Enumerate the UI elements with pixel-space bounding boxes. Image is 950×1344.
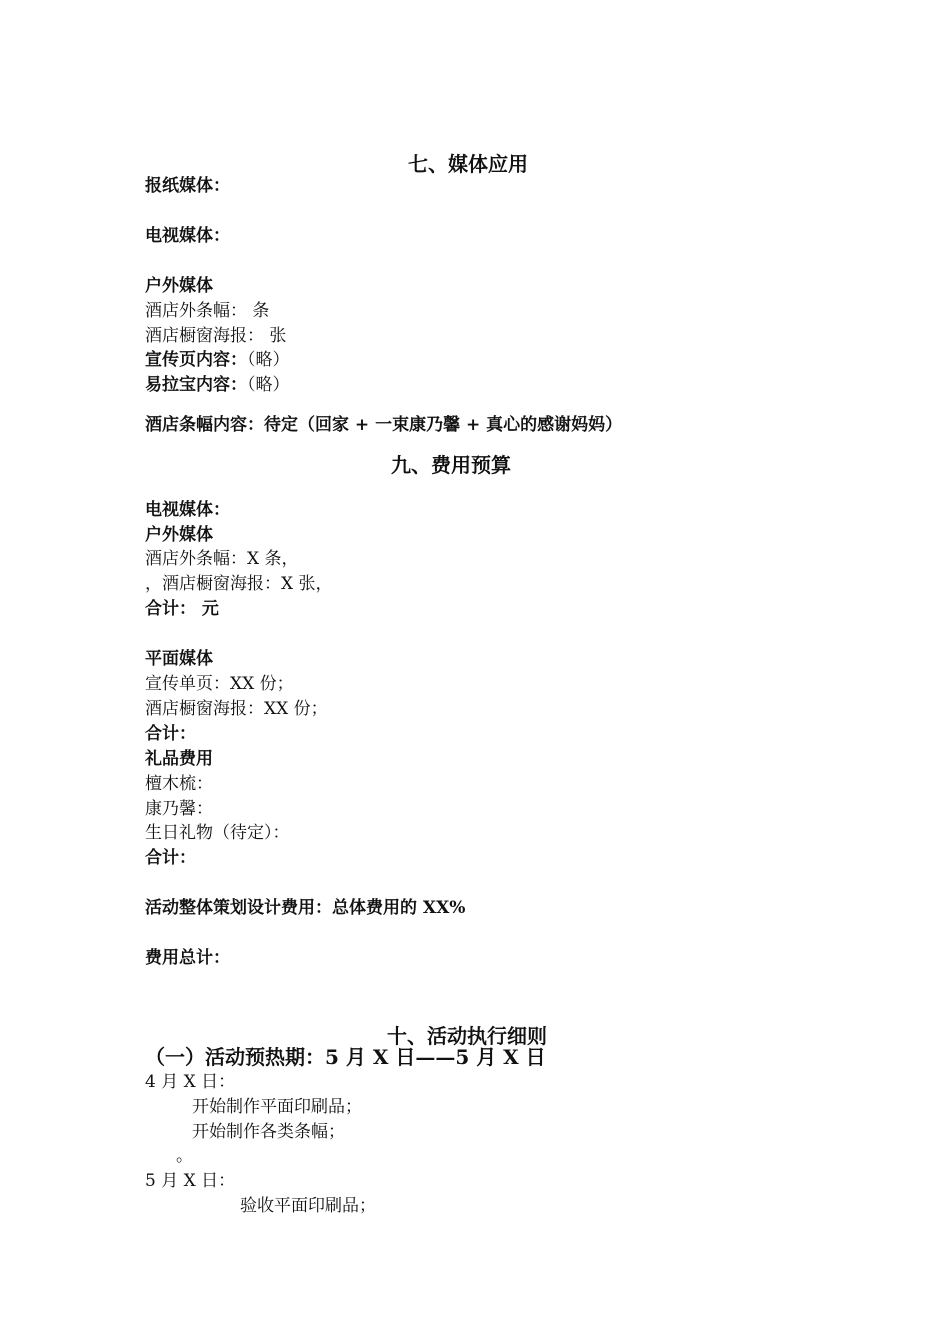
- date-1: 4 月 X 日：: [145, 1072, 236, 1092]
- comb-cost: 檀木梳：: [145, 774, 213, 794]
- print-media: 平面媒体: [145, 649, 213, 669]
- gift-cost: 礼品费用: [145, 749, 213, 769]
- section-10-title: 十、活动执行细则: [387, 1024, 547, 1048]
- task-print-accept: 验收平面印刷品；: [240, 1196, 376, 1216]
- section-9-title: 九、费用预算: [391, 453, 511, 477]
- birthday-gift-cost: 生日礼物（待定）：: [145, 823, 290, 843]
- task-print-start: 开始制作平面印刷品；: [192, 1097, 362, 1117]
- flyer-label: 宣传页内容：: [145, 350, 247, 370]
- hotel-banner: 酒店外条幅： 条: [145, 301, 270, 321]
- poster-budget: ，酒店橱窗海报：X 张，: [145, 574, 333, 594]
- subtotal-1: 合计： 元: [145, 599, 219, 619]
- date-2: 5 月 X 日：: [145, 1171, 236, 1191]
- flyer-content: [145, 348, 290, 372]
- list-dot: 。: [176, 1146, 193, 1166]
- tv-budget: 电视媒体：: [145, 500, 230, 520]
- window-poster: 酒店橱窗海报： 张: [145, 326, 287, 346]
- rollup-content: [145, 373, 290, 397]
- poster2-budget: 酒店橱窗海报：XX 份；: [145, 699, 328, 719]
- subtotal-3: 合计：: [145, 848, 196, 868]
- phase-1-heading: （一）活动预热期：5 月 X 日——5 月 X 日: [145, 1045, 546, 1069]
- banner-content: 酒店条幅内容：待定（回家 + 一束康乃馨 + 真心的感谢妈妈）: [145, 415, 623, 435]
- tv-media: 电视媒体：: [145, 226, 230, 246]
- task-banner-start: 开始制作各类条幅；: [192, 1122, 345, 1142]
- subtotal-2: 合计：: [145, 724, 196, 744]
- flyer-value: （略）: [247, 350, 290, 370]
- outdoor-budget: 户外媒体: [145, 525, 213, 545]
- leaflet-budget: 宣传单页：XX 份；: [145, 674, 294, 694]
- rollup-label: 易拉宝内容：: [145, 375, 247, 395]
- section-7-title: 七、媒体应用: [408, 152, 528, 176]
- banner-budget: 酒店外条幅：X 条，: [145, 549, 299, 569]
- newspaper-media: 报纸媒体：: [145, 176, 230, 196]
- rollup-value: （略）: [247, 375, 290, 395]
- carnation-cost: 康乃馨：: [145, 799, 213, 819]
- grand-total: 费用总计：: [145, 948, 230, 968]
- outdoor-media: 户外媒体: [145, 276, 213, 296]
- design-cost: 活动整体策划设计费用：总体费用的 XX%: [145, 898, 466, 918]
